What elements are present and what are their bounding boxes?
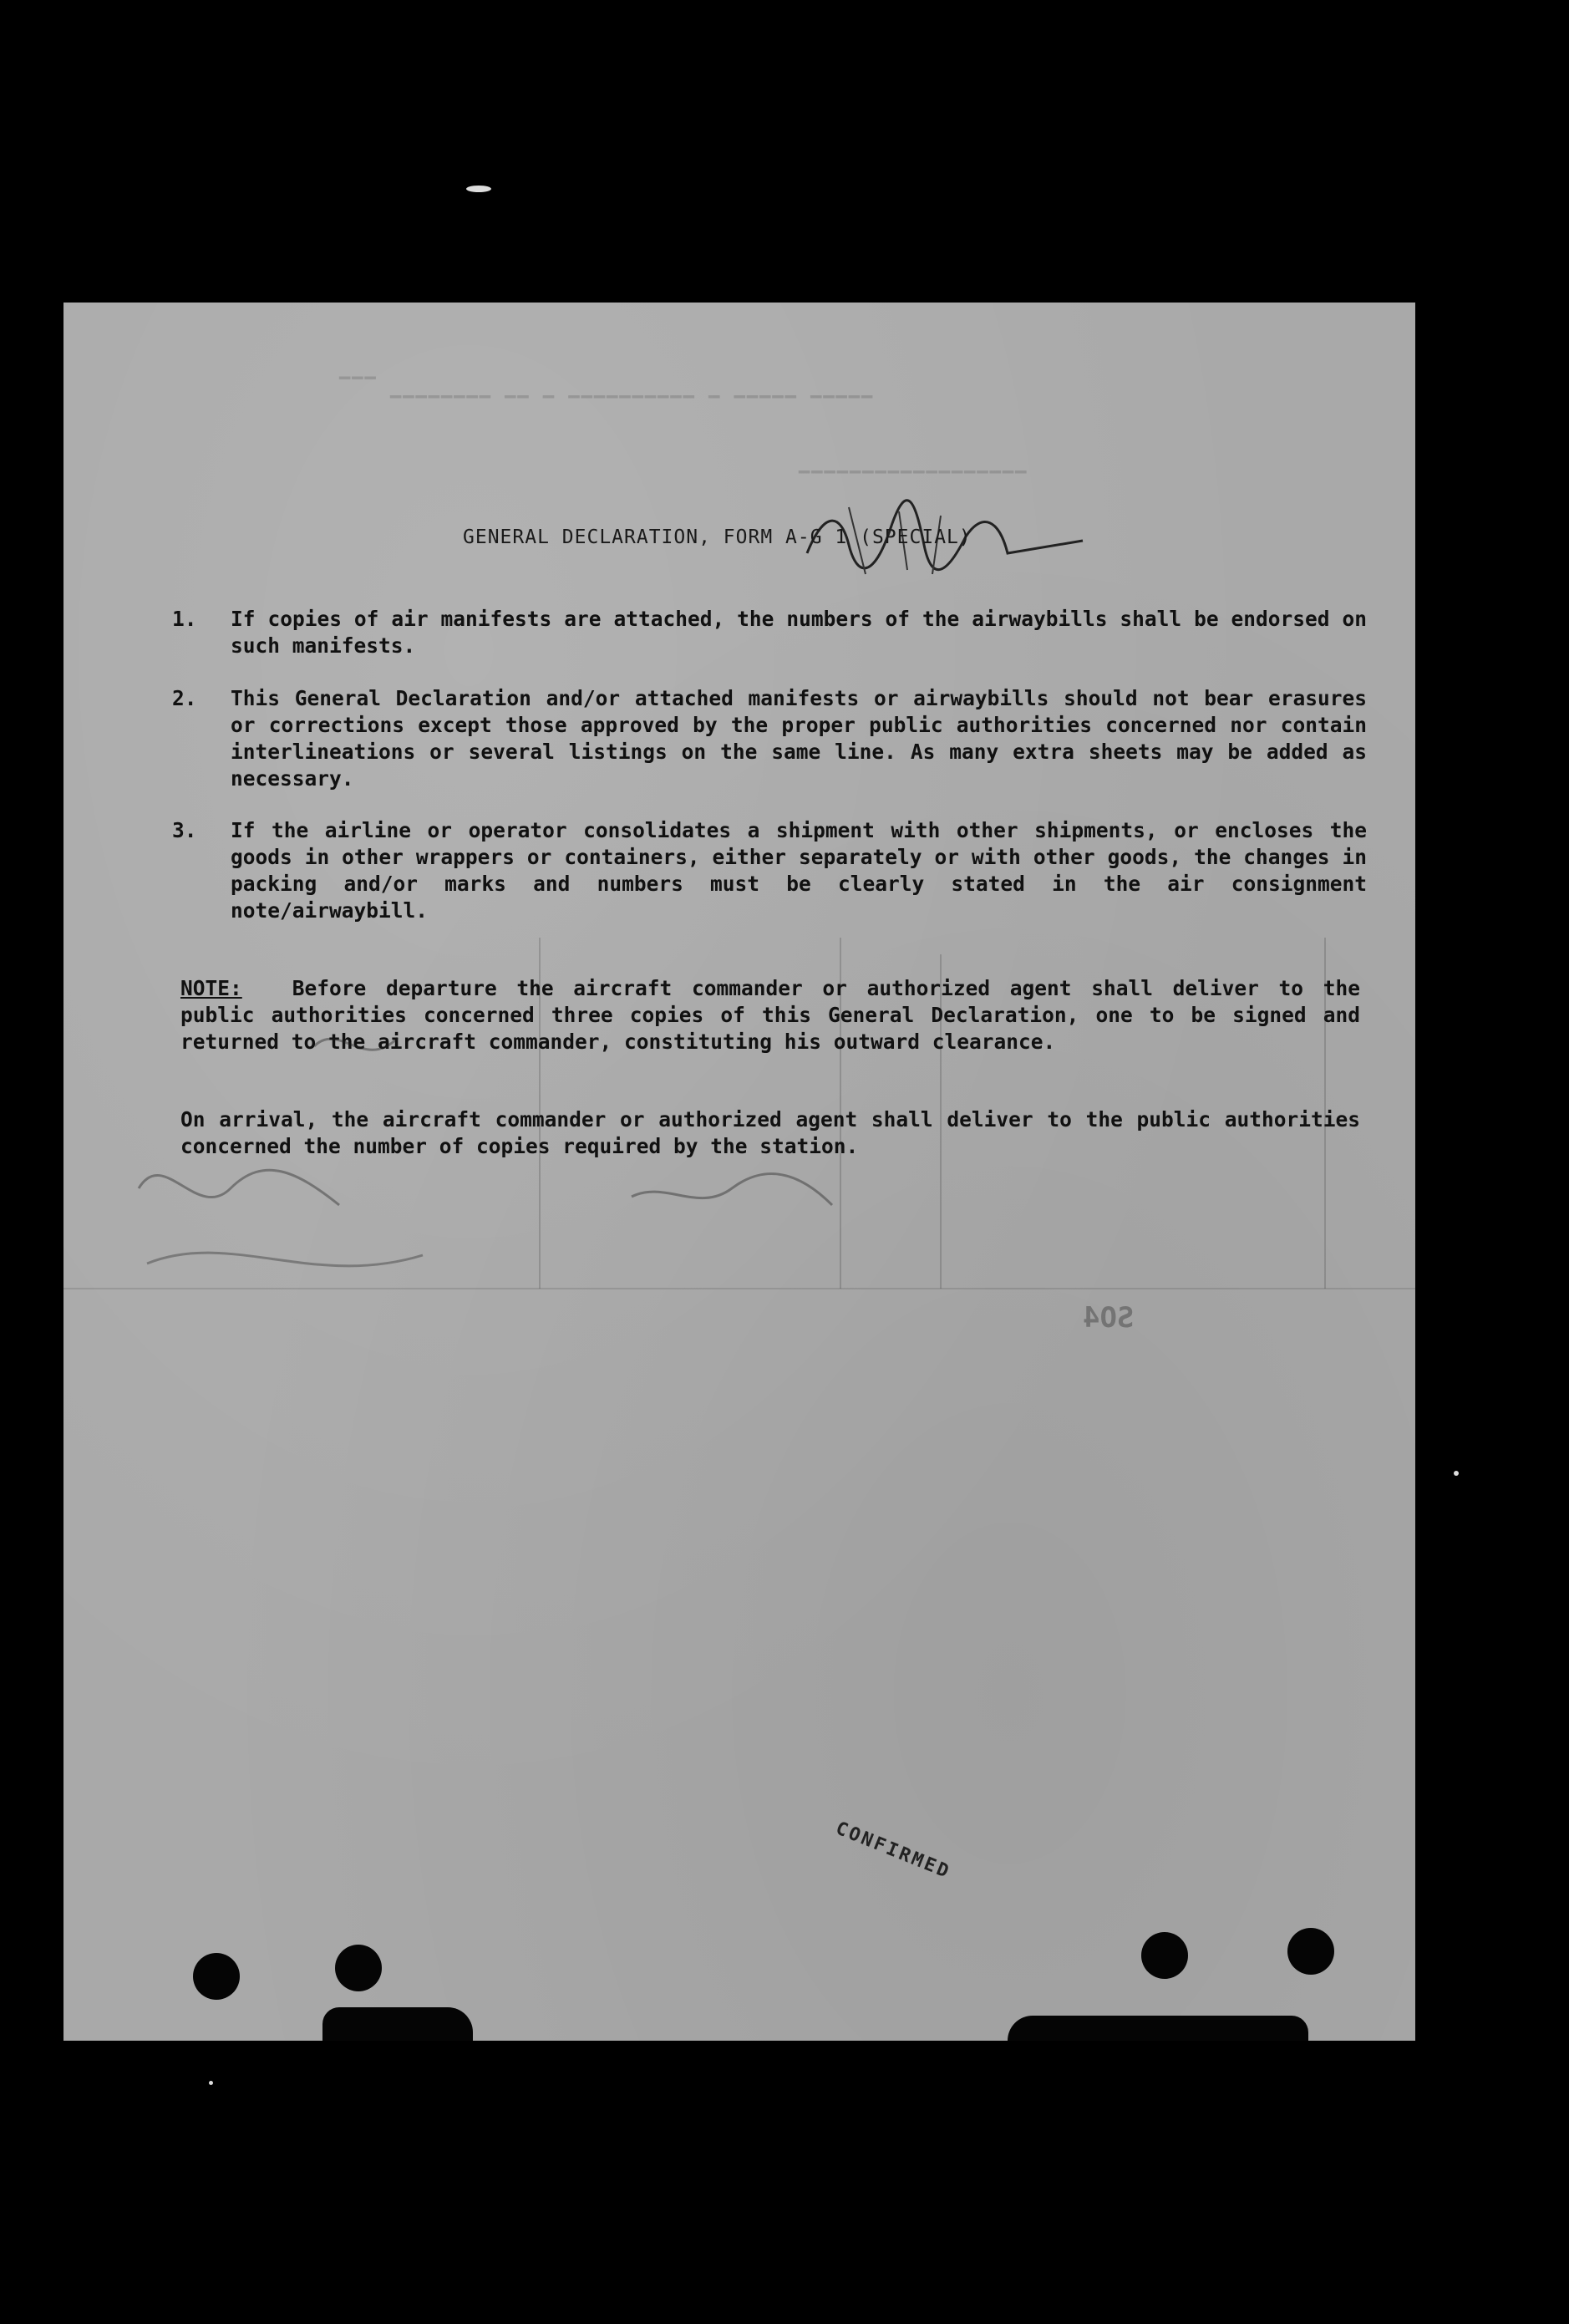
scan-speck — [466, 186, 491, 192]
scan-speck — [209, 2081, 213, 2085]
item-text: If the airline or operator consolidates a shipment with other shipments, or encloses the goods in other wrappers or containers, either separately or with other goods, the changes in packing and/or marks and numbers must be clearly stated in the air consignment note/airwaybill. — [231, 818, 1367, 923]
note-label: NOTE: — [180, 976, 242, 1000]
item-number: 1. — [172, 607, 197, 631]
punch-hole — [1287, 1928, 1334, 1975]
torn-edge — [322, 2007, 473, 2041]
instruction-item-1 — [172, 606, 1367, 659]
scan-speck — [1454, 1471, 1459, 1476]
torn-edge — [1008, 2016, 1308, 2041]
item-text: If copies of air manifests are attached, the numbers of the airwaybills shall be endorsed on such manifests. — [231, 607, 1367, 658]
bleed-through-number: SO4 — [1083, 1301, 1135, 1335]
punch-hole — [193, 1953, 240, 2000]
bleed-through-text: ▁▁▁▁▁▁▁▁▁▁▁▁▁▁▁▁▁▁ — [799, 453, 1028, 474]
punch-hole — [1141, 1932, 1188, 1979]
instruction-item-3 — [172, 817, 1367, 924]
arrival-paragraph: On arrival, the aircraft commander or authorized agent shall deliver to the public authorities concerned the number of copies required by the station. — [180, 1107, 1360, 1158]
instruction-item-2 — [172, 685, 1367, 792]
item-number: 2. — [172, 686, 197, 710]
item-number: 3. — [172, 818, 197, 842]
punch-hole — [335, 1945, 382, 1991]
note-text: Before departure the aircraft commander or authorized agent shall deliver to the public authorities concerned three copies of this General Declaration, one to be signed and returned to the aircraft commander, constituting his outward clearance. — [180, 976, 1360, 1054]
item-text: This General Declaration and/or attached manifests or airwaybills should not bear erasures or corrections except those approved by the proper public authorities concerned nor contain interlineations or several listings on the same line. As many extra sheets may be added as necessary. — [231, 686, 1367, 791]
bleed-through-lines — [63, 938, 1415, 1690]
page-title: GENERAL DECLARATION, FORM A-G 1 (SPECIAL) — [463, 526, 972, 548]
confirmed-stamp: CONFIRMED — [832, 1818, 954, 1884]
document-page — [63, 303, 1415, 2041]
bleed-through-text: ▔▔▔ ▁▁▁▁▁▁▁▁ ▁▁ ▁ ▁▁▁▁▁▁▁▁▁▁ ▁ ▁▁▁▁▁ ▁▁▁▁▁ — [339, 378, 875, 399]
